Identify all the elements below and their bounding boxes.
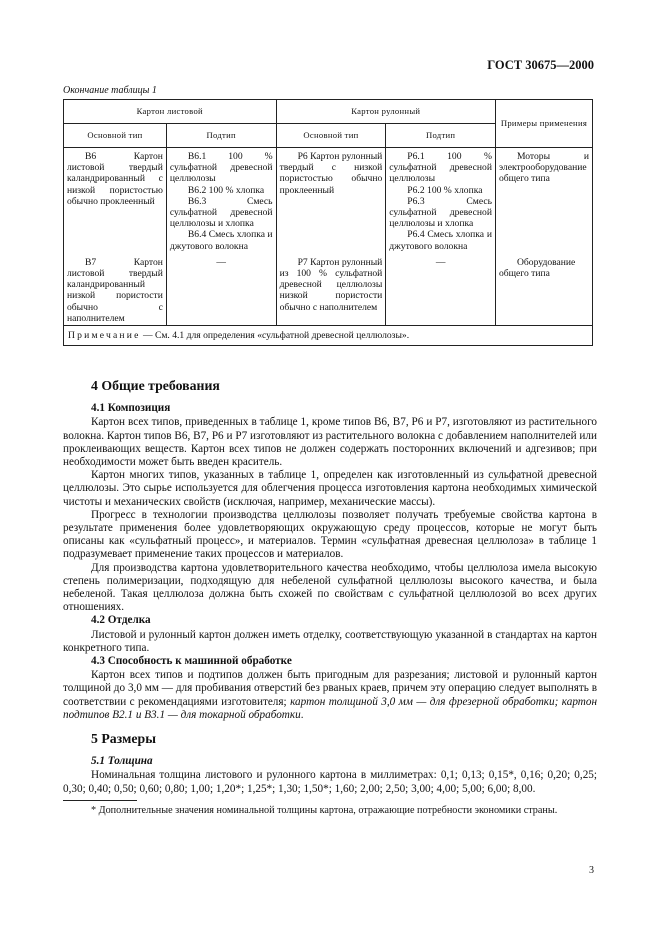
paragraph: Номинальная толщина листового и рулонного картона в миллиметрах: 0,1; 0,13; 0,15*, 0,16; 0,20; 0,25; 0,30; 0,40; 0,50; 0,60; 0,80; 1,00; 1,20*; 1,25*; 1,30; 1,50*; 1,60; 2,00; 2,50; 3,00; 4,00; 5,00; 6,00; 8,00. (63, 769, 597, 795)
page-number: 3 (589, 865, 594, 876)
cell-sheet-main: В7 Картон листовой твердый каландрированный низкой пористости обычно с наполнителем (64, 256, 167, 326)
subsection-4-3-title: 4.3 Способность к машинной обработке (91, 655, 292, 668)
header-roll-main-type: Основной тип (276, 124, 386, 148)
paragraph: Картон многих типов, указанных в таблице 1, определен как изготовленный из сульфатной древесной целлюлозы. Это сырье используется для облегчения процесса изготовления картона необходимых химической чистоты и механических свойств (исключая, например, механические массы). (63, 469, 597, 508)
footnote-divider (63, 800, 137, 801)
subsection-4-1-title: 4.1 Композиция (91, 402, 171, 415)
paragraph: Листовой и рулонный картон должен иметь отделку, соответствующую указанной в стандартах на картон конкретного типа. (63, 628, 597, 654)
table-row (64, 256, 593, 326)
subtype-item: В6.3 Смесь сульфатной древесной целлюлозы и хлопка (169, 195, 273, 230)
cell-roll-subtypes (386, 148, 496, 256)
cell-examples: Оборудование общего типа (495, 256, 592, 326)
header-sheet-main-type: Основной тип (64, 124, 167, 148)
cell-roll-subtypes: — (386, 256, 496, 326)
section-5-title: 5 Размеры (91, 731, 156, 747)
main-content (63, 379, 597, 796)
cell-examples: Моторы и электрооборудование общего типа (495, 148, 592, 256)
note-label: Примечание (68, 330, 141, 342)
header-sheet-board: Картон листовой (64, 100, 277, 124)
subsection-5-1-title: 5.1 Толщина (91, 755, 153, 768)
cell-roll-main: Р7 Картон рулонный из 100 % сульфатной древесной целлюлозы низкой пористости обычно с наполнителем (276, 256, 386, 326)
paragraph-text: Картон всех типов и подтипов должен быть пригодным для разрезания; листовой и рулонный картон толщиной до 3,0 мм — для пробивания отверстий без рваных краев, причем эту операцию следует выполнять в соответствии с рекомендациями изготовителя; (63, 669, 597, 708)
subtype-item: Р6.3 Смесь сульфатной древесной целлюлозы и хлопка (389, 195, 492, 230)
note-text: — См. 4.1 для определения «сульфатной древесной целлюлозы». (140, 330, 410, 342)
table-note (64, 326, 593, 346)
paragraph: Для производства картона удовлетворительного качества необходимо, чтобы целлюлоза имела высокую степень полимеризации, подходящую для небеленой сульфатной целлюлозы высокого качества, и была небеленой. Такая целлюлоза должна быть схожей по свойствам с сульфатной целлюлозой во всех других отношениях. (63, 561, 597, 614)
table-group-header-row (64, 100, 593, 124)
header-roll-subtype: Подтип (386, 124, 496, 148)
subtype-item: В6.4 Смесь хлопка и джутового волокна (169, 229, 273, 252)
section-4-title: 4 Общие требования (91, 378, 220, 393)
paragraph: Прогресс в технологии производства целлюлозы позволяет получать требуемые свойства картона в результате применения более удовлетворяющих окружающую среду процессов, которые не могут быть описаны как «сульфатный процесс», и материалов. Термин «сульфатная древесная целлюлоза» в таблице 1 подразумевает применение таких процессов и материалов. (63, 508, 597, 561)
paragraph-italic-text: картон толщиной 3,0 мм — для фрезерной обработки; картон подтипов В2.1 и В3.1 — для токарной обработки (63, 695, 597, 721)
subtype-item: Р6.2 100 % хлопка (407, 184, 483, 196)
subtype-item: В6.1 100 % сульфатной древесной целлюлозы (169, 151, 273, 185)
footnote (63, 800, 597, 818)
header-sheet-subtype: Подтип (166, 124, 276, 148)
paragraph-end: . (300, 708, 304, 721)
subtype-item: Р6.1 100 % сульфатной древесной целлюлозы (389, 151, 492, 185)
cell-sheet-subtypes (166, 148, 276, 256)
paragraph: Картон всех типов, приведенных в таблице 1, кроме типов В6, В7, Р6 и Р7, изготовляют из растительного волокна. Картон типов В6, В7, Р6 и Р7 изготовляют из растительного волокна с добавлением наполнителей или проклеивающих веществ. Картон всех типов не должен содержать посторонних включений и адгезивов; при необходимости может быть введен краситель. (63, 416, 597, 469)
header-roll-board: Картон рулонный (276, 100, 495, 124)
table-note-row (64, 326, 593, 346)
subtype-item: Р6.4 Смесь хлопка и джутового волокна (389, 229, 492, 252)
table-row (64, 148, 593, 256)
table-continuation-caption: Окончание таблицы 1 (63, 85, 157, 96)
table-1 (63, 99, 593, 346)
footnote-text: * Дополнительные значения номинальной толщины картона, отражающие потребности экономики страны. (91, 805, 558, 816)
cell-sheet-subtypes: — (166, 256, 276, 326)
paragraph (63, 669, 597, 722)
header-examples: Примеры применения (495, 100, 592, 148)
cell-roll-main: Р6 Картон рулонный твердый с низкой пористостью обычно проклеенный (276, 148, 386, 256)
cell-sheet-main: В6 Картон листовой твердый каландрированный с низкой пористостью обычно проклеенный (64, 148, 167, 256)
subtype-item: В6.2 100 % хлопка (187, 184, 265, 196)
standard-header: ГОСТ 30675—2000 (487, 58, 594, 72)
subsection-4-2-title: 4.2 Отделка (91, 614, 151, 627)
